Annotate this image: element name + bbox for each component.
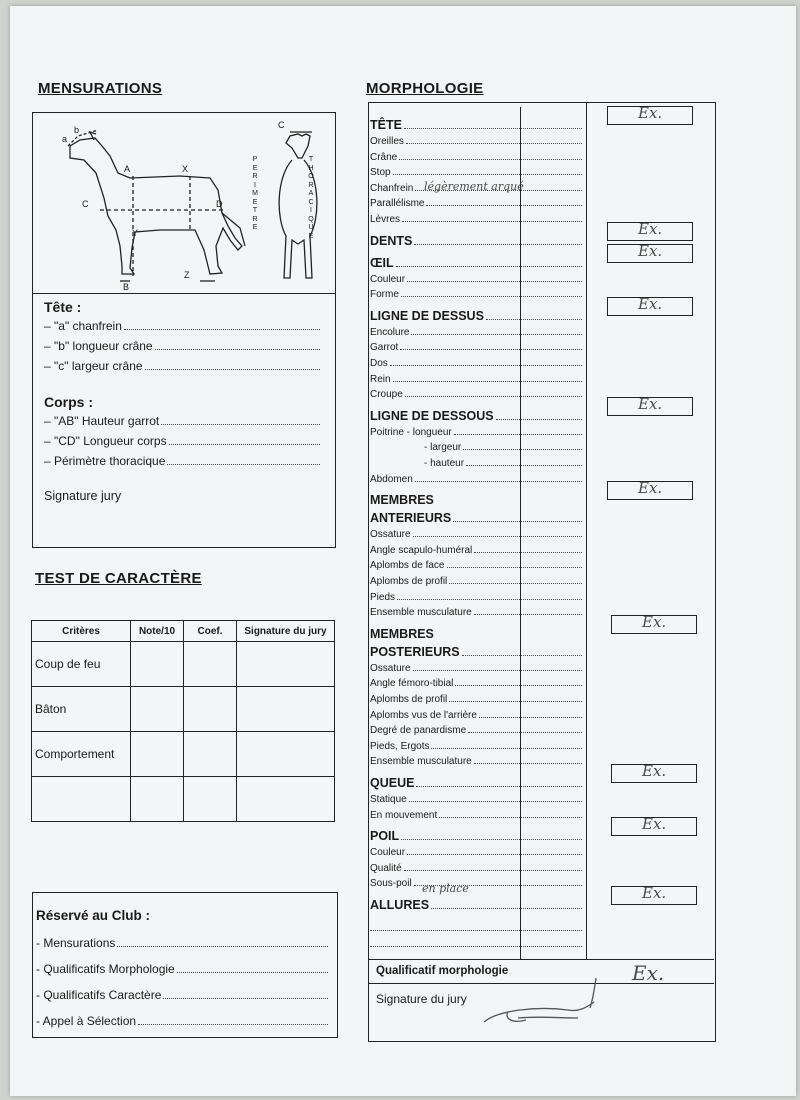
cell[interactable] <box>131 687 184 732</box>
morpho-item-label: Abdomen <box>370 473 413 485</box>
section-head-1-0 <box>370 234 582 248</box>
mensurations-signature: Signature jury <box>44 489 122 503</box>
diagram-label-Z: Z <box>184 270 190 280</box>
morpho-item <box>370 576 582 587</box>
morpho-item <box>370 358 582 369</box>
diagram-label-A: A <box>124 164 131 174</box>
morpho-item-label: En mouvement <box>370 809 438 821</box>
morphologie-signature-label: Signature du jury <box>376 992 467 1006</box>
grade-handwriting: Ex. <box>642 612 667 631</box>
thoracique-label: T H O R A C I Q U E <box>308 156 314 240</box>
morpho-item-label: - hauteur <box>424 458 465 469</box>
cell[interactable] <box>237 732 335 777</box>
test-title: TEST DE CARACTÈRE <box>35 570 202 587</box>
blank-line <box>370 930 582 931</box>
morpho-item <box>370 592 582 603</box>
tete-item-chanfrein: – "a" chanfrein <box>44 319 320 333</box>
morpho-item-label: Sous-poil <box>370 878 412 890</box>
cell[interactable] <box>184 642 237 687</box>
morpho-item-label: Crâne <box>370 151 398 163</box>
corps-item-perimetre: – Périmètre thoracique <box>44 454 320 468</box>
morpho-item <box>370 663 582 674</box>
morpho-item <box>370 214 582 225</box>
section-head-label: ŒIL <box>370 255 394 270</box>
club-item-morphologie: - Qualificatifs Morphologie <box>36 962 328 976</box>
diagram-label-c: C <box>278 120 285 130</box>
morpho-item <box>370 327 582 338</box>
grade-handwriting: Ex. <box>638 104 663 122</box>
morpho-item-label: Lèvres <box>370 214 401 225</box>
morpho-item <box>370 694 582 705</box>
header-criteres: Critères <box>32 621 131 642</box>
morpho-item-label: Statique <box>370 794 407 805</box>
cell[interactable] <box>131 642 184 687</box>
qualificatif-label: Qualificatif morphologie <box>376 965 509 977</box>
morpho-item <box>370 342 582 353</box>
section-head-9-0 <box>370 898 582 912</box>
club-item-selection: - Appel à Sélection <box>36 1014 328 1028</box>
diagram-label-C: C <box>82 199 89 209</box>
test-table <box>31 620 335 822</box>
row-coup-de-feu: Coup de feu <box>32 642 131 687</box>
diagram-label-Y: Y <box>132 228 139 238</box>
morpho-item-label: Forme <box>370 289 399 301</box>
morpho-item-label: Pieds <box>370 591 396 603</box>
morpho-item-label: Aplombs de profil <box>370 694 448 705</box>
morpho-item-label: Oreilles <box>370 136 404 147</box>
morpho-item <box>370 810 582 821</box>
handwriting-souspoil: en place <box>422 882 469 895</box>
grade-handwriting: Ex. <box>642 884 667 902</box>
cell[interactable] <box>237 642 335 687</box>
section-head-label: POSTERIEURS <box>370 644 460 659</box>
section-head-label: MEMBRES <box>370 493 434 508</box>
morpho-item-label: Stop <box>370 167 391 179</box>
qualificatif-value: Ex. <box>632 961 665 985</box>
morpho-item-label: Aplombs de face <box>370 560 445 572</box>
header-signature: Signature du jury <box>237 621 335 642</box>
section-head-label: ALLURES <box>370 898 430 912</box>
morpho-item-label: Aplombs de profil <box>370 576 448 587</box>
morpho-item-label: Couleur <box>370 273 406 285</box>
section-head-label: QUEUE <box>370 776 415 790</box>
corps-item-longueur: – "CD" Longueur corps <box>44 434 320 448</box>
header-coef: Coef. <box>184 621 237 642</box>
morpho-item-label: Poitrine - longueur <box>370 426 452 438</box>
diagram-label-b: b <box>74 125 80 135</box>
morpho-item-label: Ossature <box>370 529 411 541</box>
perimetre-label: P E R I M E T R E <box>252 156 258 231</box>
club-item-caractere: - Qualificatifs Caractère <box>36 988 328 1002</box>
morpho-item <box>370 529 582 540</box>
morpho-item <box>370 458 582 469</box>
morphologie-title: MORPHOLOGIE <box>366 80 484 97</box>
section-head-3-0 <box>370 309 582 323</box>
morpho-item-label: Angle scapulo-huméral <box>370 544 473 556</box>
header-note: Note/10 <box>131 621 184 642</box>
morpho-item-label: Ensemble musculature <box>370 607 472 619</box>
section-head-0-0 <box>370 118 582 132</box>
morpho-item-label: Parallélisme <box>370 198 425 210</box>
grade-handwriting: Ex. <box>638 479 663 498</box>
morpho-item <box>370 289 582 300</box>
morpho-item-label: Dos <box>370 358 388 369</box>
cell[interactable] <box>131 777 184 822</box>
morpho-item <box>370 389 582 400</box>
morpho-item <box>370 607 582 618</box>
morpho-item <box>370 474 582 485</box>
section-head-8-0 <box>370 829 582 843</box>
diagram-label-D: D <box>216 199 223 209</box>
morpho-item-label: - largeur <box>424 442 462 454</box>
section-head-label: LIGNE DE DESSUS <box>370 308 484 323</box>
row-comportement: Comportement <box>32 732 131 777</box>
cell[interactable] <box>184 687 237 732</box>
morpho-item <box>370 863 582 874</box>
section-head-5-1 <box>370 511 582 525</box>
form-page <box>10 6 796 1096</box>
grade-handwriting: Ex. <box>638 394 663 413</box>
club-title: Réservé au Club : <box>36 908 151 923</box>
section-head-label: DENTS <box>370 233 413 248</box>
morpho-item <box>370 756 582 767</box>
morpho-item <box>370 152 582 163</box>
diagram-label-a: a <box>62 134 68 144</box>
morpho-item <box>370 374 582 385</box>
section-head-label: MEMBRES <box>370 626 434 641</box>
cell[interactable] <box>184 777 237 822</box>
morpho-item <box>370 136 582 147</box>
morpho-item-label: Encolure <box>370 326 410 338</box>
tete-item-largeur: – "c" largeur crâne <box>44 359 320 373</box>
morpho-item-label: Degré de panardisme <box>370 725 467 737</box>
section-head-5-0 <box>370 493 582 507</box>
morpho-item <box>370 427 582 438</box>
morpho-item-label: Couleur <box>370 847 406 859</box>
cell[interactable] <box>237 777 335 822</box>
mensurations-divider <box>32 293 335 294</box>
morpho-item <box>370 678 582 689</box>
row-empty <box>32 777 131 822</box>
morpho-item-label: Ensemble musculature <box>370 756 472 768</box>
morpho-item <box>370 274 582 285</box>
grade-handwriting: Ex. <box>638 294 663 313</box>
cell[interactable] <box>237 687 335 732</box>
tete-title: Tête : <box>44 299 82 315</box>
qualif-top-line <box>368 959 714 960</box>
cell[interactable] <box>131 732 184 777</box>
morpho-item <box>370 442 582 453</box>
section-head-2-0 <box>370 256 582 270</box>
section-head-4-0 <box>370 409 582 423</box>
section-head-6-1 <box>370 645 582 659</box>
section-head-label: LIGNE DE DESSOUS <box>370 408 494 423</box>
morpho-item-label: Garrot <box>370 342 399 354</box>
cell[interactable] <box>184 732 237 777</box>
section-head-6-0 <box>370 627 582 641</box>
morpho-item-label: Croupe <box>370 389 403 401</box>
mensurations-title: MENSURATIONS <box>38 80 163 97</box>
morpho-item-label: Aplombs vus de l'arrière <box>370 709 477 721</box>
morpho-item-label: Qualité <box>370 862 402 874</box>
morpho-item <box>370 741 582 752</box>
club-item-mensurations: - Mensurations <box>36 936 328 950</box>
diagram-label-B: B <box>123 282 130 292</box>
section-head-label: TÊTE <box>370 118 402 132</box>
morpho-item-label: Rein <box>370 373 391 385</box>
morpho-item-label: Angle fémoro-tibial <box>370 678 454 690</box>
morpho-item-label: Chanfrein <box>370 182 414 194</box>
grade-handwriting: Ex. <box>638 241 663 260</box>
section-head-label: ANTERIEURS <box>370 511 452 526</box>
morpho-item <box>370 545 582 556</box>
morpho-item-label: Ossature <box>370 662 411 674</box>
grade-handwriting: Ex. <box>642 762 667 780</box>
blank-line <box>370 946 582 947</box>
morpho-item <box>370 794 582 805</box>
tete-item-longueur: – "b" longueur crâne <box>44 339 320 353</box>
morpho-item <box>370 167 582 178</box>
corps-item-hauteur: – "AB" Hauteur garrot <box>44 414 320 428</box>
grade-handwriting: Ex. <box>642 815 667 834</box>
handwriting-chanfrein: légèrement arqué <box>424 180 524 193</box>
morpho-item <box>370 725 582 736</box>
morpho-item <box>370 847 582 858</box>
row-baton: Bâton <box>32 687 131 732</box>
morpho-item-label: Pieds, Ergots <box>370 740 430 752</box>
jury-signature <box>478 972 608 1032</box>
morpho-item <box>370 710 582 721</box>
morpho-item <box>370 560 582 571</box>
section-head-7-0 <box>370 776 582 790</box>
corps-title: Corps : <box>44 394 93 410</box>
morpho-item <box>370 198 582 209</box>
morpho-item <box>370 878 582 889</box>
col-divider-2 <box>586 102 587 959</box>
section-head-label: POIL <box>370 829 400 844</box>
diagram-label-X: X <box>182 164 189 174</box>
grade-handwriting: Ex. <box>638 219 663 238</box>
